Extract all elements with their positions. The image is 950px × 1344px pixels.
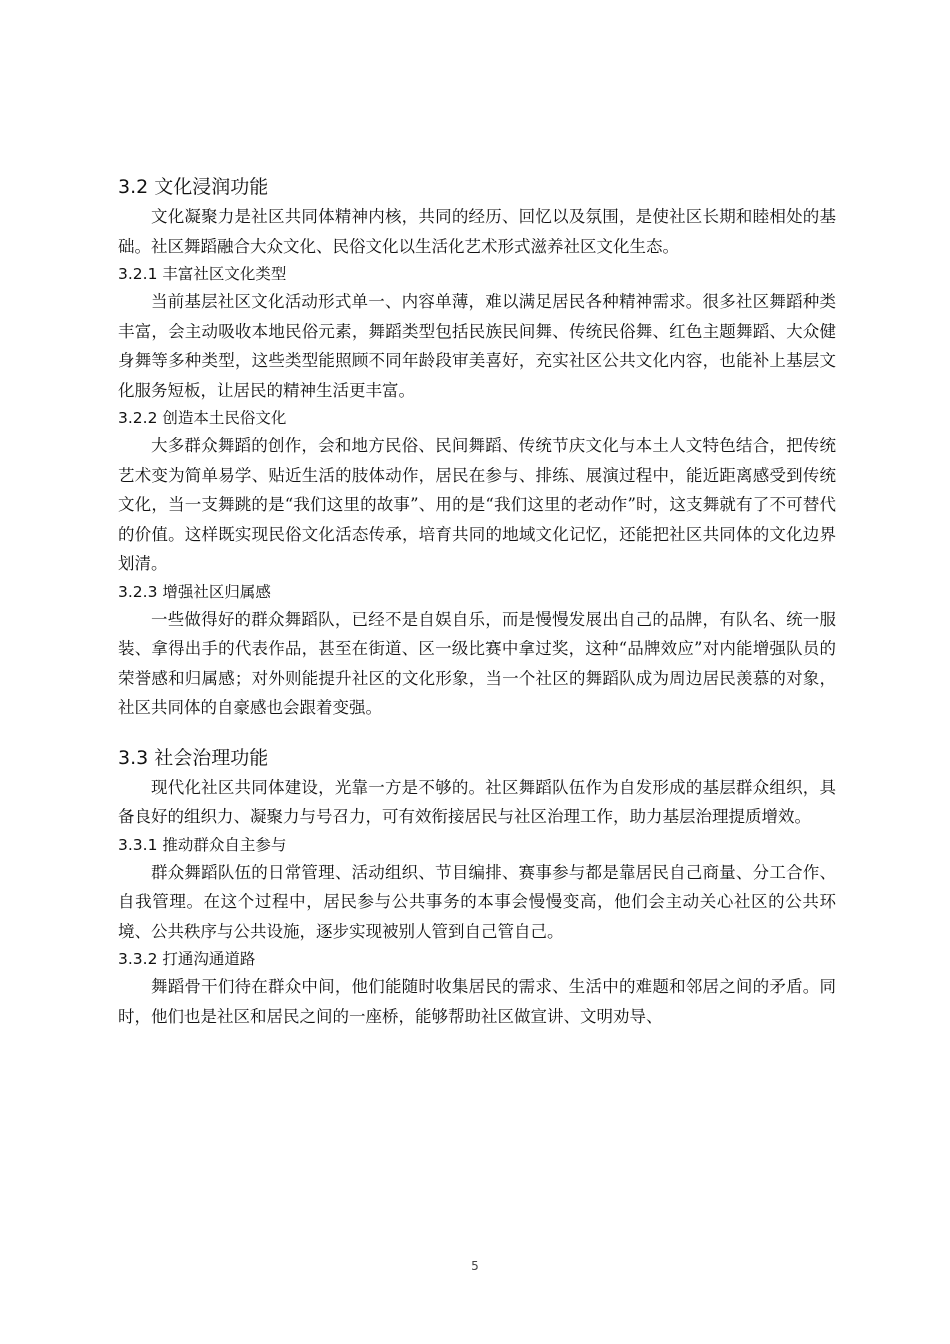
subsection-3-2-1-text: 当前基层社区文化活动形式单一、内容单薄，难以满足居民各种精神需求。很多社区舞蹈种类丰富，会主动吸收本地民俗元素，舞蹈类型包括民族民间舞、传统民俗舞、红色主题舞蹈、大众健身舞等多种类型，这些类型能照顾不同年龄段审美喜好，充实社区公共文化内容，也能补上基层文化服务短板，让居民的精神生活更丰富。 bbox=[118, 292, 836, 400]
section-3-2-intro: 文化凝聚力是社区共同体精神内核，共同的经历、回忆以及氛围，是使社区长期和睦相处的基础。社区舞蹈融合大众文化、民俗文化以生活化艺术形式滋养社区文化生态。 bbox=[118, 207, 836, 256]
section-heading-3-2: 3.2 文化浸润功能 bbox=[118, 176, 269, 198]
subsection-heading-3-3-1: 3.3.1 推动群众自主参与 bbox=[118, 835, 287, 854]
subsection-3-3-2-text: 舞蹈骨干们待在群众中间，他们能随时收集居民的需求、生活中的难题和邻居之间的矛盾。同时，他们也是社区和居民之间的一座桥，能够帮助社区做宣讲、文明劝导、 bbox=[118, 977, 836, 1026]
subsection-heading-3-3-2: 3.3.2 打通沟通道路 bbox=[118, 950, 256, 968]
subsection-3-2-3-text: 一些做得好的群众舞蹈队，已经不是自娱自乐，而是慢慢发展出自己的品牌，有队名、统一服装、拿得出手的代表作品，甚至在街道、区一级比赛中拿过奖，这种“品牌效应”对内能增强队员的荣誉感和归属感；对外则能提升社区的文化形象，当一个社区的舞蹈队成为周边居民羡慕的对象，社区共同体的自豪感也会跟着变强。 bbox=[118, 609, 836, 717]
subsection-heading-3-2-3: 3.2.3 增强社区归属感 bbox=[118, 582, 271, 601]
subsection-3-2-2-text: 大多群众舞蹈的创作，会和地方民俗、民间舞蹈、传统节庆文化与本土人文特色结合，把传统艺术变为简单易学、贴近生活的肢体动作，居民在参与、排练、展演过程中，能近距离感受到传统文化，当一支舞跳的是“我们这里的故事”、用的是“我们这里的老动作”时，这支舞就有了不可替代的价值。这样既实现民俗文化活态传承，培育共同的地域文化记忆，还能把社区共同体的文化边界划清。 bbox=[118, 436, 836, 573]
subsection-3-3-1-text: 群众舞蹈队伍的日常管理、活动组织、节目编排、赛事参与都是靠居民自己商量、分工合作、自我管理。在这个过程中，居民参与公共事务的本事会慢慢变高，他们会主动关心社区的公共环境、公共秩序与公共设施，逐步实现被别人管到自己管自己。 bbox=[118, 862, 836, 941]
subsection-heading-3-2-1: 3.2.1 丰富社区文化类型 bbox=[118, 265, 287, 283]
section-spacer bbox=[118, 723, 836, 743]
section-3-3-intro: 现代化社区共同体建设，光靠一方是不够的。社区舞蹈队伍作为自发形成的基层群众组织，具备良好的组织力、凝聚力与号召力，可有效衔接居民与社区治理工作，助力基层治理提质增效。 bbox=[118, 777, 836, 826]
page-number: 5 bbox=[471, 1259, 479, 1273]
subsection-heading-3-2-2: 3.2.2 创造本土民俗文化 bbox=[118, 409, 287, 427]
section-heading-3-3: 3.3 社会治理功能 bbox=[118, 746, 269, 769]
document-body bbox=[118, 172, 836, 1031]
